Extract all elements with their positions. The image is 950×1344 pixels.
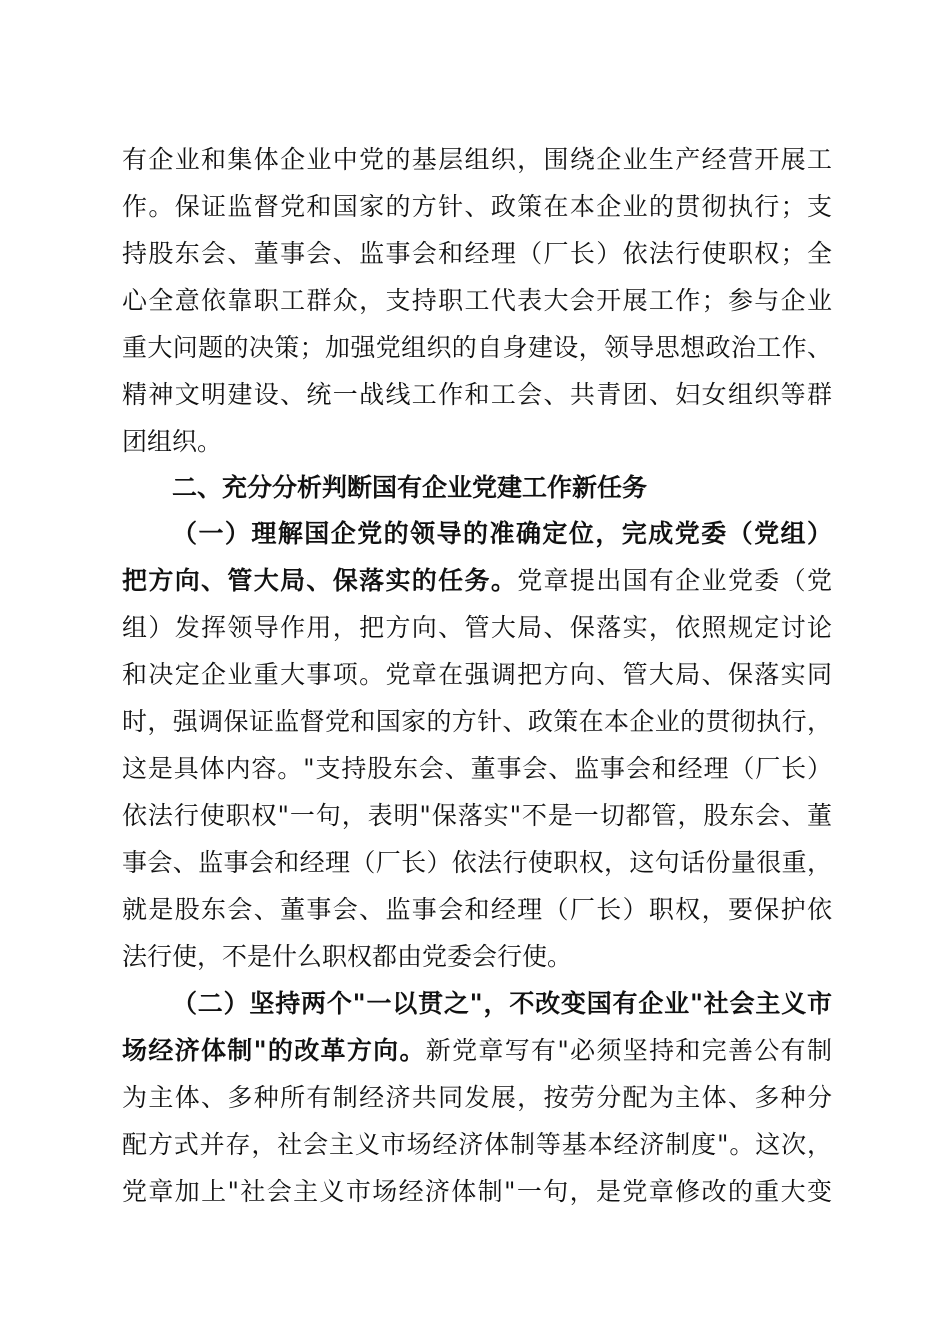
section-heading: 二、充分分析判断国有企业党建工作新任务: [172, 473, 648, 502]
paragraph-line: 有企业和集体企业中党的基层组织，围绕企业生产经营开展工: [122, 145, 832, 174]
subsection-2-line: [122, 1036, 832, 1066]
subsection-1-title-end: 把方向、管大局、保落实的任务。: [122, 566, 518, 595]
paragraph-line: 和决定企业重大事项。党章在强调把方向、管大局、保落实同: [122, 660, 832, 689]
paragraph-line: 就是股东会、董事会、监事会和经理（厂长）职权，要保护依: [122, 895, 832, 924]
subsection-2-title: （二）坚持两个"一以贯之"，不改变国有企业"社会主义市: [172, 989, 832, 1018]
paragraph-line: 党章加上"社会主义市场经济体制"一句，是党章修改的重大变: [122, 1177, 832, 1206]
paragraph-line: 时，强调保证监督党和国家的方针、政策在本企业的贯彻执行，: [122, 707, 832, 736]
paragraph-line: 作。保证监督党和国家的方针、政策在本企业的贯彻执行；支: [122, 192, 832, 221]
subsection-1-text: 党章提出国有企业党委（党: [517, 566, 832, 595]
subsection-2-text: 新党章写有"必须坚持和完善公有制: [425, 1036, 832, 1065]
paragraph-line: 精神文明建设、统一战线工作和工会、共青团、妇女组织等群: [122, 380, 832, 409]
paragraph-line: 依法行使职权"一句，表明"保落实"不是一切都管，股东会、董: [122, 801, 832, 830]
paragraph-line: 这是具体内容。"支持股东会、董事会、监事会和经理（厂长）: [122, 754, 832, 783]
paragraph-line: 法行使，不是什么职权都由党委会行使。: [122, 942, 573, 971]
paragraph-line: 持股东会、董事会、监事会和经理（厂长）依法行使职权；全: [122, 239, 832, 268]
paragraph-line: 为主体、多种所有制经济共同发展，按劳分配为主体、多种分: [122, 1083, 832, 1112]
subsection-1-title: （一）理解国企党的领导的准确定位，完成党委（党组）: [172, 519, 832, 548]
paragraph-line: 团组织。: [122, 427, 223, 456]
paragraph-line: 事会、监事会和经理（厂长）依法行使职权，这句话份量很重，: [122, 848, 832, 877]
paragraph-line: 重大问题的决策；加强党组织的自身建设，领导思想政治工作、: [122, 333, 832, 362]
paragraph-line: 配方式并存，社会主义市场经济体制等基本经济制度"。这次，: [122, 1130, 832, 1159]
subsection-2-title-end: 场经济体制"的改革方向。: [122, 1036, 426, 1065]
paragraph-line: 心全意依靠职工群众，支持职工代表大会开展工作；参与企业: [122, 286, 832, 315]
subsection-1-line: [122, 566, 832, 596]
paragraph-line: 组）发挥领导作用，把方向、管大局、保落实，依照规定讨论: [122, 613, 832, 642]
